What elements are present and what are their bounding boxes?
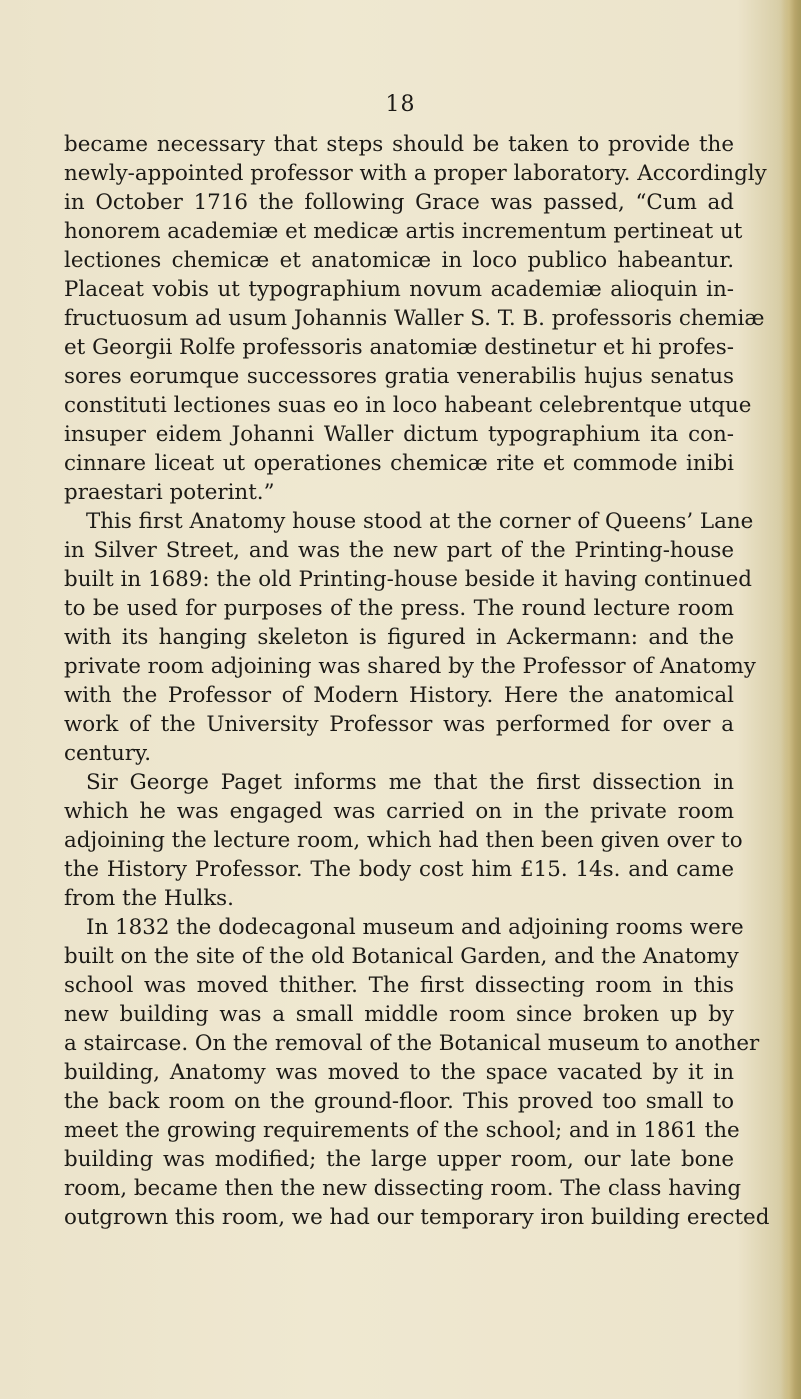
text-line: which he was engaged was carried on in the private room [64, 799, 734, 824]
text-line: became necessary that steps should be taken to provide the [64, 132, 734, 157]
paragraph-start-line: Sir George Paget informs me that the first dissection in [86, 770, 734, 795]
text-line: constituti lectiones suas eo in loco habeant celebrentque utque [64, 393, 752, 418]
text-line: work of the University Professor was performed for over a [64, 712, 734, 737]
text-line: a staircase. On the removal of the Botanical museum to another [64, 1031, 760, 1056]
text-line: Placeat vobis ut typographium novum academiæ alioquin in- [64, 277, 734, 302]
body-text [64, 130, 770, 1232]
text-line: built on the site of the old Botanical Garden, and the Anatomy [64, 944, 739, 969]
text-line: room, became then the new dissecting room. The class having [64, 1176, 742, 1201]
text-line: lectiones chemicæ et anatomicæ in loco publico habeantur. [64, 248, 734, 273]
text-line: building, Anatomy was moved to the space vacated by it in [64, 1060, 734, 1085]
text-line: meet the growing requirements of the school; and in 1861 the [64, 1118, 740, 1143]
text-line: built in 1689: the old Printing-house beside it having continued [64, 567, 752, 592]
text-line: fructuosum ad usum Johannis Waller S. T. B. professoris chemiæ [64, 306, 765, 331]
paragraph-end-line: praestari poterint.” [64, 480, 275, 505]
text-line: the History Professor. The body cost him £15. 14s. and came [64, 857, 734, 882]
text-line: with the Professor of Modern History. Here the anatomical [64, 683, 734, 708]
text-line: with its hanging skeleton is figured in Ackermann: and the [64, 625, 734, 650]
text-line: private room adjoining was shared by the Professor of Anatomy [64, 654, 756, 679]
text-line: newly-appointed professor with a proper laboratory. Accordingly [64, 161, 767, 186]
text-line: the back room on the ground-floor. This proved too small to [64, 1089, 734, 1114]
text-line: cinnare liceat ut operationes chemicæ rite et commode inibi [64, 451, 734, 476]
paragraph-end-line: from the Hulks. [64, 886, 234, 911]
text-line: sores eorumque successores gratia venerabilis hujus senatus [64, 364, 734, 389]
text-line: insuper eidem Johanni Waller dictum typographium ita con- [64, 422, 734, 447]
page-edge [781, 0, 801, 1399]
text-line: school was moved thither. The first dissecting room in this [64, 973, 734, 998]
paragraph-start-line: This first Anatomy house stood at the corner of Queens’ Lane [86, 509, 754, 534]
text-line: adjoining the lecture room, which had then been given over to [64, 828, 743, 853]
text-line: new building was a small middle room since broken up by [64, 1002, 734, 1027]
text-line: in October 1716 the following Grace was passed, “Cum ad [64, 190, 734, 215]
text-line: building was modified; the large upper room, our late bone [64, 1147, 734, 1172]
text-line: et Georgii Rolfe professoris anatomiæ destinetur et hi profes- [64, 335, 734, 360]
text-line: in Silver Street, and was the new part of the Printing-house [64, 538, 734, 563]
paragraph-start-line: In 1832 the dodecagonal museum and adjoining rooms were [86, 915, 744, 940]
text-line: honorem academiæ et medicæ artis incrementum pertineat ut [64, 219, 743, 244]
paragraph-end-line: century. [64, 741, 152, 766]
text-line: outgrown this room, we had our temporary iron building erected [64, 1205, 770, 1230]
page-number: 18 [385, 92, 416, 117]
text-line: to be used for purposes of the press. The round lecture room [64, 596, 734, 621]
